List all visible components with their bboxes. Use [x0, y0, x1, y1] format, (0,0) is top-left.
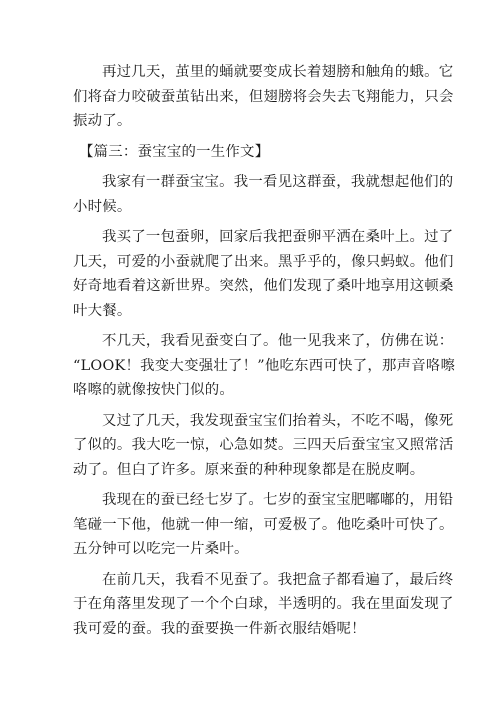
text-line: 了似的。我大吃一惊，心急如焚。三四天后蚕宝宝又照常活 — [73, 437, 454, 453]
paragraph — [73, 60, 454, 134]
paragraph — [73, 568, 454, 642]
text-line: “LOOK！我变大变强壮了！”他吃东西可快了，那声音咯嚓 — [73, 357, 456, 374]
text-line: 又过了几天，我发现蚕宝宝们抬着头，不吃不喝，像死 — [102, 412, 454, 429]
text-line: 们将奋力咬破蚕茧钻出来，但翅膀将会失去飞翔能力，只会 — [73, 88, 454, 105]
text-line: 我可爱的蚕。我的蚕要换一件新衣服结婚呢！ — [73, 620, 366, 637]
heading-text: 【篇三：蚕宝宝的一生作文】 — [79, 143, 270, 160]
text-line: 动了。但白了许多。原来蚕的种种现象都是在脱皮啊。 — [73, 461, 425, 478]
text-line: 几天，可爱的小蚕就爬了出来。黑乎乎的，像只蚂蚁。他们 — [73, 253, 454, 270]
text-line: 不几天，我看见蚕变白了。他一见我来了，仿佛在说： — [102, 333, 454, 349]
paragraph — [73, 225, 454, 323]
text-line: 振动了。 — [73, 113, 132, 129]
text-line: 咯嚓的就像按快门似的。 — [73, 382, 235, 398]
text-line: 五分钟可以吃完一片桑叶。 — [73, 541, 249, 557]
document-page — [73, 60, 456, 641]
text-line: 我买了一包蚕卵，回家后我把蚕卵平洒在桑叶上。过了 — [102, 229, 454, 245]
paragraph — [73, 329, 456, 403]
text-line: 我现在的蚕已经七岁了。七岁的蚕宝宝肥嘟嘟的，用铅 — [102, 492, 454, 508]
text-line: 再过几天，茧里的蛹就要变成长着翅膀和触角的蛾。它 — [102, 64, 454, 80]
section-heading — [73, 140, 433, 165]
text-line: 于在角落里发现了一个个白球，半透明的。我在里面发现了 — [73, 596, 454, 612]
paragraph — [73, 488, 454, 562]
text-line: 我家有一群蚕宝宝。我一看见这群蚕，我就想起他们的 — [102, 174, 454, 190]
paragraph — [73, 170, 454, 219]
text-line: 好奇地看着这新世界。突然，他们发现了桑叶地享用这顿桑 — [73, 278, 454, 294]
text-line: 小时候。 — [73, 198, 132, 215]
text-line: 叶大餐。 — [73, 302, 132, 319]
text-line: 在前几天，我看不见蚕了。我把盒子都看遍了，最后终 — [102, 571, 454, 588]
text-line: 笔碰一下他，他就一伸一缩，可爱极了。他吃桑叶可快了。 — [73, 516, 454, 533]
paragraph — [73, 409, 454, 483]
